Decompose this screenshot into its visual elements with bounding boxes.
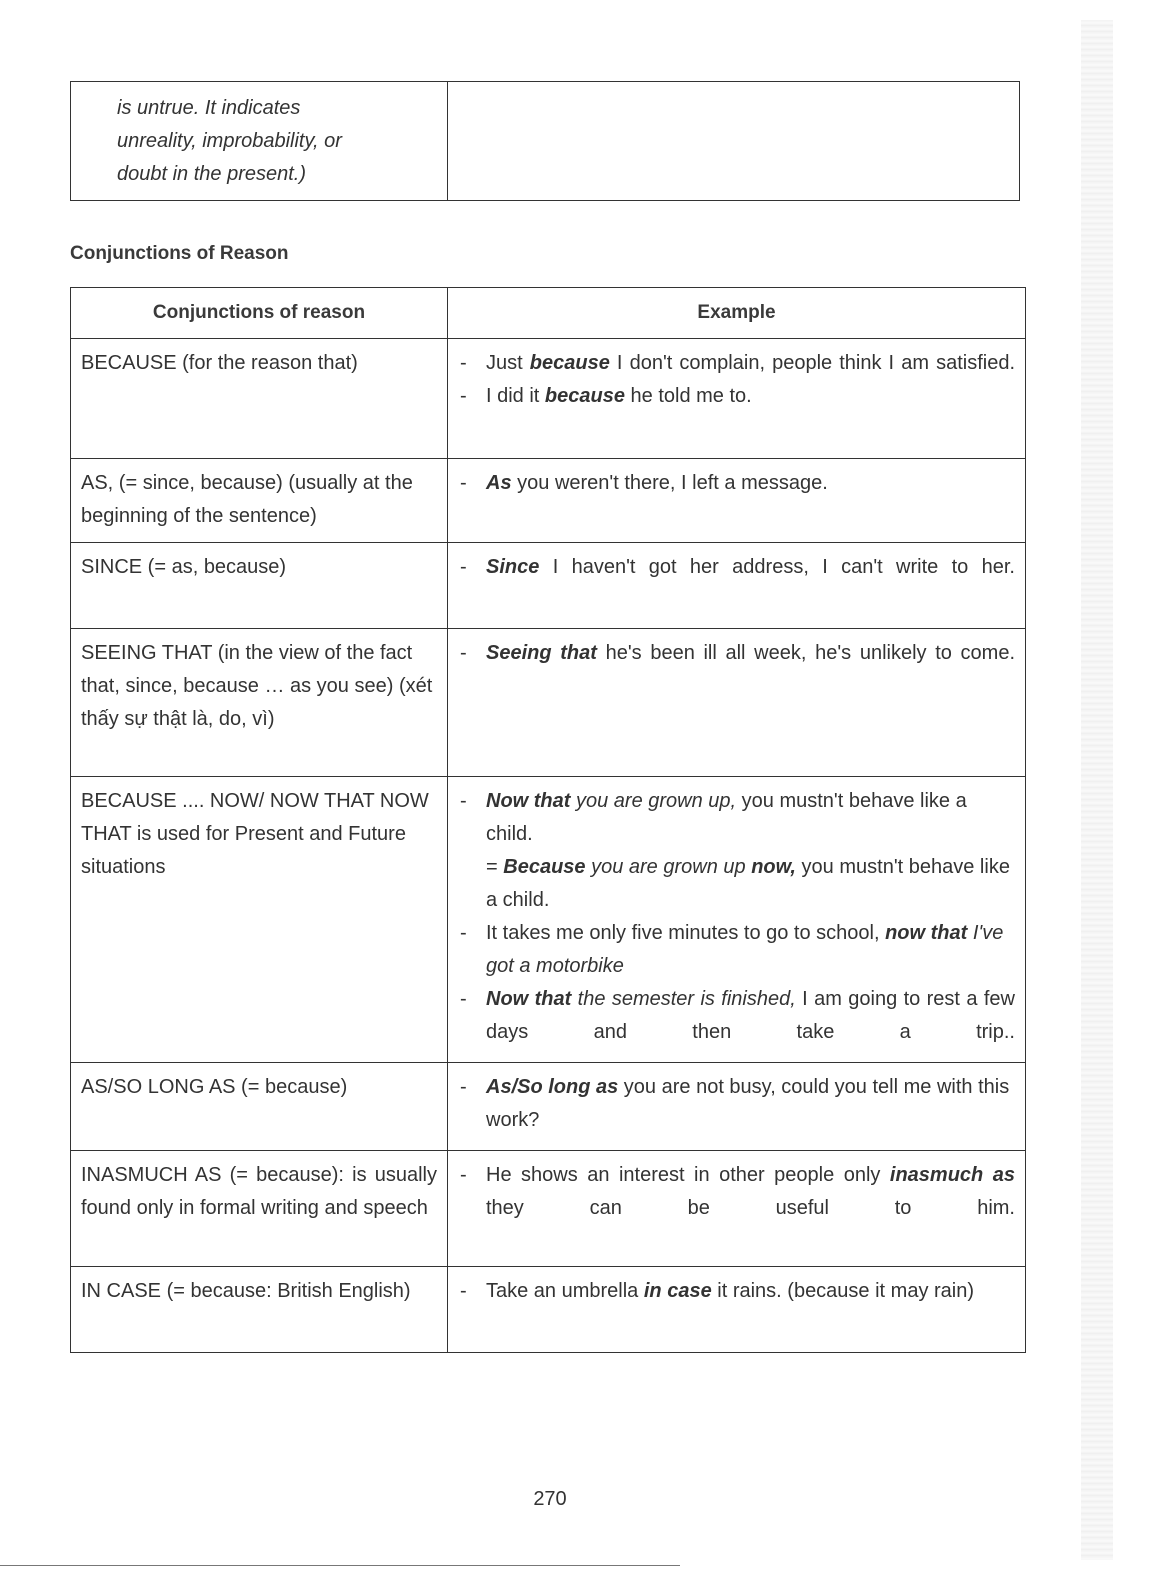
conjunction-cell: AS, (= since, because) (usually at the beginning of the sentence) bbox=[71, 459, 448, 543]
example-cell bbox=[448, 629, 1026, 777]
section-heading: Conjunctions of Reason bbox=[70, 243, 289, 264]
example-item: - I did it because he told me to. bbox=[460, 385, 752, 407]
example-item: - Seeing that he's been ill all week, he's unlikely to come. bbox=[460, 642, 1016, 664]
table-row bbox=[71, 1151, 1026, 1267]
example-item: - Now that the semester is finished, I am going to rest a few days and then take a trip.. bbox=[460, 988, 1015, 1043]
example-cell bbox=[448, 1151, 1026, 1267]
example-cell bbox=[448, 1267, 1026, 1353]
table-row bbox=[71, 459, 1026, 543]
table-row bbox=[71, 543, 1026, 629]
table-row bbox=[71, 777, 1026, 1063]
conjunction-cell: BECAUSE .... NOW/ NOW THAT NOW THAT is used for Present and Future situations bbox=[71, 777, 448, 1063]
conjunction-cell: AS/SO LONG AS (= because) bbox=[71, 1063, 448, 1151]
example-item: - Take an umbrella in case it rains. (because it may rain) bbox=[460, 1280, 975, 1302]
page-number: 270 bbox=[533, 1488, 567, 1510]
header-conjunctions: Conjunctions of reason bbox=[71, 288, 448, 339]
example-cell bbox=[448, 1063, 1026, 1151]
conjunctions-table bbox=[70, 287, 1026, 1353]
example-item: - Just because I don't complain, people think I am satisfied. bbox=[460, 352, 1015, 374]
conjunction-cell: SEEING THAT (in the view of the fact that, since, because … as you see) (xét thấy sự thật là, do, vì) bbox=[71, 629, 448, 777]
conjunction-cell: IN CASE (= because: British English) bbox=[71, 1267, 448, 1353]
table-header-row bbox=[71, 288, 1026, 339]
example-item: - Now that you are grown up, you mustn't behave like a child. bbox=[460, 790, 967, 845]
example-cell bbox=[448, 777, 1026, 1063]
example-cell bbox=[448, 543, 1026, 629]
table-row bbox=[71, 339, 1026, 459]
continued-table-cell bbox=[71, 82, 448, 200]
example-item: = Because you are grown up now, you mustn't behave like a child. bbox=[486, 856, 1010, 911]
continued-line: doubt in the present.) bbox=[117, 163, 307, 185]
continued-table bbox=[70, 81, 1020, 201]
conjunction-cell: SINCE (= as, because) bbox=[71, 543, 448, 629]
scan-edge-noise bbox=[1081, 20, 1113, 1560]
table-row bbox=[71, 1063, 1026, 1151]
example-item: - He shows an interest in other people only inasmuch as they can be useful to him. bbox=[460, 1164, 1015, 1219]
continued-line: unreality, improbability, or bbox=[117, 130, 342, 152]
example-item: - Since I haven't got her address, I can't write to her. bbox=[460, 556, 1015, 578]
bottom-rule bbox=[0, 1565, 680, 1566]
example-cell bbox=[448, 459, 1026, 543]
header-example: Example bbox=[448, 288, 1026, 339]
example-cell bbox=[448, 339, 1026, 459]
example-item: - As you weren't there, I left a message. bbox=[460, 472, 828, 494]
table-row bbox=[71, 629, 1026, 777]
conjunction-cell: INASMUCH AS (= because): is usually found only in formal writing and speech bbox=[71, 1151, 448, 1267]
conjunction-cell: BECAUSE (for the reason that) bbox=[71, 339, 448, 459]
continued-line: is untrue. It indicates bbox=[117, 97, 301, 119]
example-item: - It takes me only five minutes to go to school, now that I've got a motorbike bbox=[460, 922, 1004, 977]
example-item: - As/So long as you are not busy, could you tell me with this work? bbox=[460, 1076, 1010, 1131]
table-row bbox=[71, 1267, 1026, 1353]
